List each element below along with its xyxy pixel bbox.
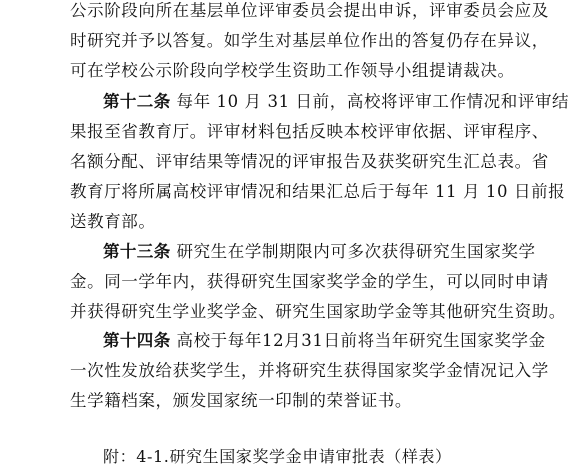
text-line: 金。同一学年内，获得研究生国家奖学金的学生，可以同时申请 — [70, 272, 549, 291]
attachment-note: 附：4-1.研究生国家奖学金申请审批表（样表） — [103, 447, 452, 466]
text-line: 时研究并予以答复。如学生对基层单位作出的答复仍存在异议， — [70, 31, 549, 50]
article-13-paragraph — [70, 237, 566, 327]
article-14-paragraph — [70, 326, 550, 416]
article-12-paragraph — [70, 87, 570, 237]
text-line: 并获得研究生学业奖学金、研究生国家助学金等其他研究生资助。 — [70, 302, 566, 321]
article-first-line — [70, 237, 550, 267]
paragraph-continuation — [70, 0, 550, 86]
article-number: 第十三条 — [103, 242, 171, 261]
article-number: 第十四条 — [103, 331, 171, 350]
article-number: 第十二条 — [103, 92, 171, 111]
text-line: 教育厅将所属高校评审情况和结果汇总后于每年 11 月 10 日前报 — [70, 182, 566, 201]
article-first-line — [70, 87, 570, 117]
text-line: 果报至省教育厅。评审材料包括反映本校评审依据、评审程序、 — [70, 122, 549, 141]
text-line: 送教育部。 — [70, 212, 156, 231]
text-line: 一次性发放给获奖学生，并将研究生获得国家奖学金情况记入学 — [70, 361, 549, 380]
article-first-line — [70, 326, 550, 356]
article-first-line-text: 高校于每年12月31日前将当年研究生国家奖学金 — [176, 331, 546, 350]
text-line: 可在学校公示阶段向学校学生资助工作领导小组提请裁决。 — [70, 61, 515, 80]
article-first-line-text: 研究生在学制期限内可多次获得研究生国家奖学 — [176, 242, 536, 261]
text-line: 名额分配、评审结果等情况的评审报告及获奖研究生汇总表。省 — [70, 152, 549, 171]
text-line: 生学籍档案，颁发国家统一印制的荣誉证书。 — [70, 391, 412, 410]
text-line: 公示阶段向所在基层单位评审委员会提出申诉，评审委员会应及 — [70, 1, 549, 20]
article-first-line-text: 每年 10 月 31 日前，高校将评审工作情况和评审结 — [176, 92, 570, 111]
